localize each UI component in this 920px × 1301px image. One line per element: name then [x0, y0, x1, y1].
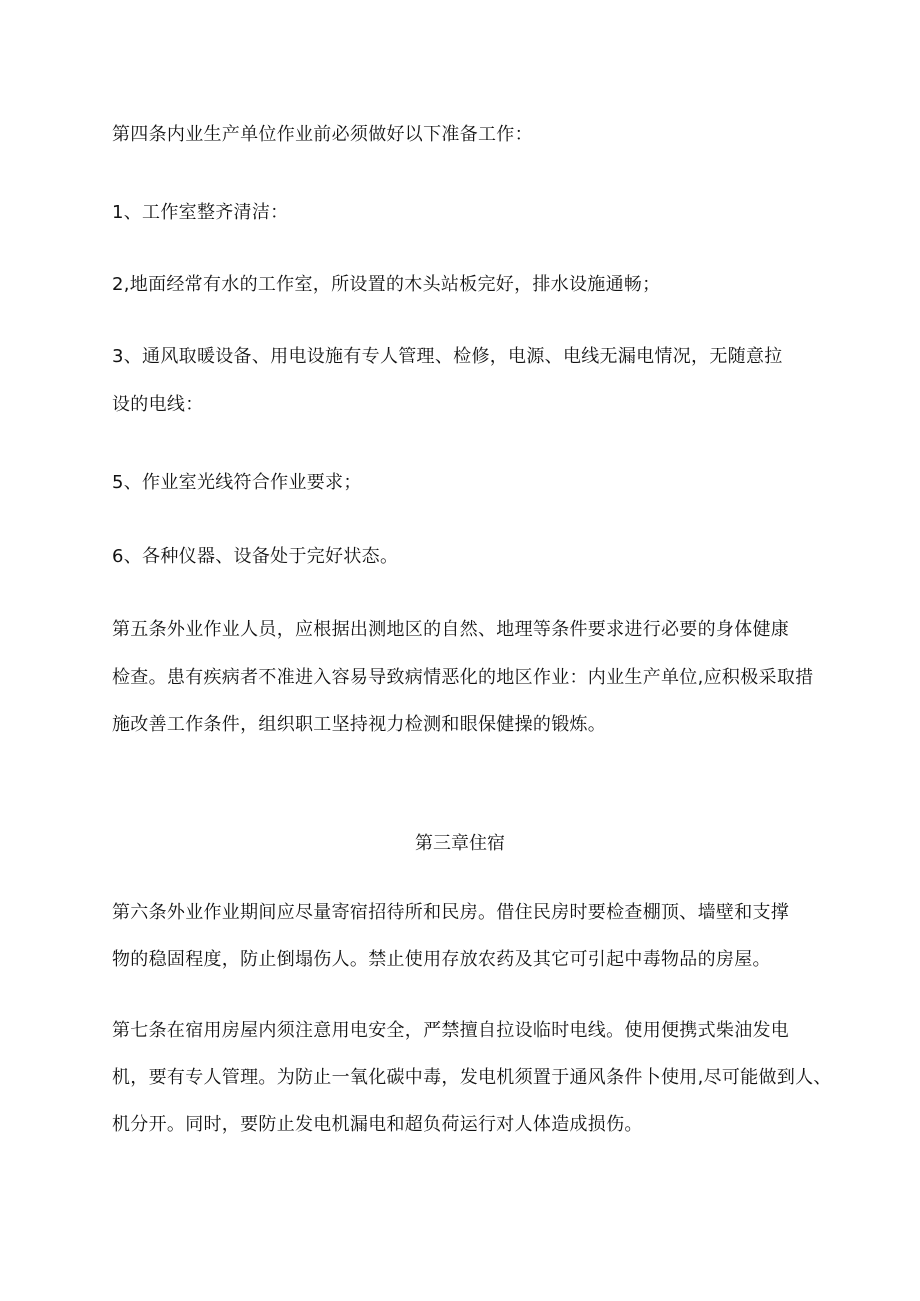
- article-7-line-1: 第七条在宿用房屋内须注意用电安全，严禁擅自拉设临时电线。使用便携式柴油发电: [112, 1020, 790, 1041]
- article-6-line-2: 物的稳固程度，防止倒塌伤人。禁止使用存放农药及其它可引起中毒物品的房屋。: [112, 949, 771, 970]
- article-4-text: 第四条内业生产单位作业前必须做好以下准备工作：: [112, 124, 533, 145]
- article-5-line-2: 检查。患有疾病者不准进入容易导致病情恶化的地区作业：内业生产单位,应积极采取措: [112, 667, 814, 688]
- article-5-line-1: 第五条外业作业人员，应根据出测地区的自然、地理等条件要求进行必要的身体健康: [112, 619, 790, 640]
- article-6-line-1: 第六条外业作业期间应尽量寄宿招待所和民房。借住民房时要检查棚顶、墙壁和支撑: [112, 902, 790, 923]
- list-item-1: 1、工作室整齐清洁：: [112, 202, 289, 223]
- article-5-line-3: 施改善工作条件，组织职工坚持视力检测和眼保健操的锻炼。: [112, 714, 607, 735]
- chapter-3-heading: 第三章住宿: [415, 833, 505, 854]
- list-item-5: 5、作业室光线符合作业要求；: [112, 472, 362, 493]
- article-7-line-3: 机分开。同时，要防止发电机漏电和超负荷运行对人体造成损伤。: [112, 1114, 643, 1135]
- list-item-3-line-2: 设的电线：: [112, 394, 204, 415]
- article-7-line-2: 机，要有专人管理。为防止一氧化碳中毒，发电机须置于通风条件卜使用,尽可能做到人、: [112, 1067, 832, 1088]
- list-item-6: 6、各种仪器、设备处于完好状态。: [112, 546, 399, 567]
- list-item-2: 2,地面经常有水的工作室，所设置的木头站板完好，排水设施通畅；: [112, 274, 661, 295]
- list-item-3-line-1: 3、通风取暖设备、用电设施有专人管理、检修，电源、电线无漏电情况，无随意拉: [112, 346, 783, 367]
